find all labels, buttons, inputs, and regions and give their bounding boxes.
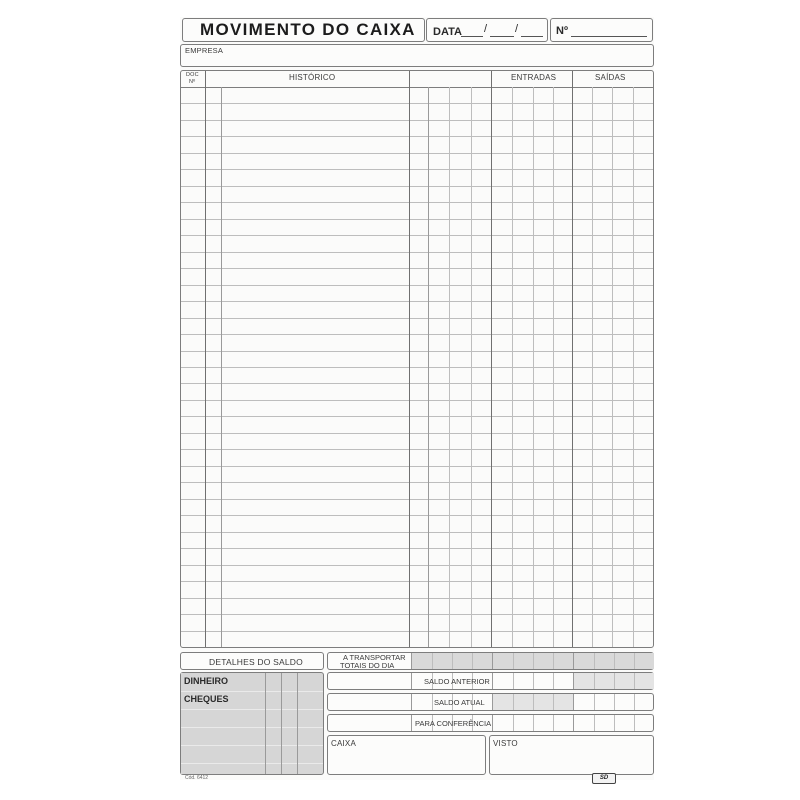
ledger-row-rule [181,120,653,121]
amount-digit-rule [513,715,514,731]
verification-label: PARA CONFERÊNCIA [415,719,492,728]
balance-details-label: DETALHES DO SALDO [209,657,303,667]
number-box [550,18,653,42]
amount-digit-rule [614,673,615,689]
amount-digit-rule [553,715,554,731]
amount-column-rule [411,715,412,731]
amount-digit-rule [614,653,615,669]
ledger-row-rule [181,235,653,236]
ledger-row-rule [181,581,653,582]
amount-digit-rule [513,653,514,669]
amount-digit-rule [634,715,635,731]
ledger-row-rule [181,351,653,352]
amount-digit-rule [614,715,615,731]
ledger-row-rule [181,598,653,599]
breakdown-row-rule [181,691,323,692]
ledger-digit-rule [512,87,513,647]
verification-row [327,714,654,732]
brand-logo: SD [592,773,616,784]
ledger-column-rule [491,71,492,647]
breakdown-row-rule [181,763,323,764]
ledger-column-rule [572,71,573,647]
ledger-row-rule [181,252,653,253]
amount-digit-rule [513,673,514,689]
date-month-field[interactable] [490,27,514,37]
amount-column-rule [411,673,412,689]
amount-digit-rule [472,653,473,669]
ledger-digit-rule [612,87,613,647]
approval-signature-box[interactable] [489,735,654,775]
carry-over-row [327,652,654,670]
ledger-row-rule [181,400,653,401]
form-code: Cód. 6412 [185,775,209,781]
date-day-field[interactable] [461,27,483,37]
amount-digit-rule [594,694,595,710]
previous-balance-row [327,672,654,690]
ledger-row-rule [181,383,653,384]
ledger-row-rule [181,301,653,302]
ledger-row-rule [181,219,653,220]
breakdown-label-area [181,673,265,774]
doc-header-line-1: DOC [186,72,199,78]
ledger-row-rule [181,367,653,368]
amount-column-rule [492,653,493,669]
current-balance-label: SALDO ATUAL [434,698,485,707]
breakdown-row-rule [181,727,323,728]
amount-column-rule [492,715,493,731]
amount-column-rule [573,673,574,689]
ledger-digit-rule [553,87,554,647]
history-header: HISTÓRICO [289,73,336,82]
approval-label: VISTO [493,739,518,748]
balance-breakdown-box [180,672,324,775]
ledger-digit-rule [633,87,634,647]
amount-digit-rule [452,653,453,669]
entries-header: ENTRADAS [511,73,557,82]
doc-header-line-2: Nº [189,79,196,85]
breakdown-column-rule [297,673,298,774]
ledger-column-rule [221,87,222,647]
amount-column-rule [411,694,412,710]
ledger-row-rule [181,202,653,203]
ledger-row-rule [181,169,653,170]
ledger-row-rule [181,416,653,417]
date-box [426,18,548,42]
amount-digit-rule [553,694,554,710]
cash-movement-form [180,17,654,780]
amount-digit-rule [553,653,554,669]
ledger-row-rule [181,285,653,286]
company-label: EMPRESA [185,46,224,55]
ledger-row-rule [181,186,653,187]
amount-digit-rule [533,653,534,669]
ledger-row-rule [181,466,653,467]
ledger-row-rule [181,532,653,533]
exits-header: SAÍDAS [595,73,626,82]
ledger-row-rule [181,614,653,615]
breakdown-column-rule [281,673,282,774]
ledger-row-rule [181,103,653,104]
amount-digit-rule [553,673,554,689]
number-field[interactable] [571,27,647,37]
amount-digit-rule [513,694,514,710]
carry-over-label-1: A TRANSPORTAR [343,653,406,662]
ledger-row-rule [181,631,653,632]
form-title: MOVIMENTO DO CAIXA [200,20,416,39]
amount-column-rule [492,694,493,710]
ledger-row-rule [181,268,653,269]
breakdown-row-rule [181,745,323,746]
cash-label: DINHEIRO [184,676,229,686]
company-box[interactable] [180,44,654,67]
amount-column-rule [573,653,574,669]
ledger-column-rule [428,87,429,647]
amount-digit-rule [594,653,595,669]
ledger-header-rule [181,87,653,88]
amount-digit-rule [432,653,433,669]
amount-digit-rule [594,715,595,731]
amount-digit-rule [533,673,534,689]
amount-digit-rule [634,694,635,710]
ledger-row-rule [181,565,653,566]
ledger-row-rule [181,136,653,137]
ledger-column-rule [205,71,206,647]
ledger-row-rule [181,334,653,335]
balance-details-box [180,652,324,670]
ledger-row-rule [181,499,653,500]
ledger-row-rule [181,433,653,434]
date-label: DATA [433,26,462,38]
ledger-row-rule [181,482,653,483]
ledger-row-rule [181,153,653,154]
amount-digit-rule [614,694,615,710]
checks-label: CHEQUES [184,694,229,704]
carry-over-label-2: TOTAIS DO DIA [340,661,395,670]
amount-column-rule [573,715,574,731]
date-separator: / [484,23,488,35]
amount-column-rule [411,653,412,669]
ledger-digit-rule [533,87,534,647]
ledger-table [180,70,654,648]
breakdown-row-rule [181,709,323,710]
ledger-row-rule [181,548,653,549]
previous-balance-label: SALDO ANTERIOR [424,677,490,686]
amount-digit-rule [594,673,595,689]
amount-column-rule [573,694,574,710]
ledger-column-rule [409,71,410,647]
ledger-digit-rule [592,87,593,647]
title-box [182,18,425,42]
amount-digit-rule [634,653,635,669]
number-label: Nº [556,25,568,37]
date-separator: / [515,23,519,35]
ledger-row-rule [181,515,653,516]
date-year-field[interactable] [521,27,543,37]
ledger-digit-rule [471,87,472,647]
ledger-row-rule [181,449,653,450]
amount-digit-rule [533,694,534,710]
cashier-label: CAIXA [331,739,357,748]
current-balance-row [327,693,654,711]
breakdown-column-rule [265,673,266,774]
amount-digit-rule [533,715,534,731]
ledger-digit-rule [449,87,450,647]
ledger-row-rule [181,318,653,319]
cashier-signature-box[interactable] [327,735,486,775]
amount-digit-rule [634,673,635,689]
amount-digit-rule [432,694,433,710]
amount-column-rule [492,673,493,689]
